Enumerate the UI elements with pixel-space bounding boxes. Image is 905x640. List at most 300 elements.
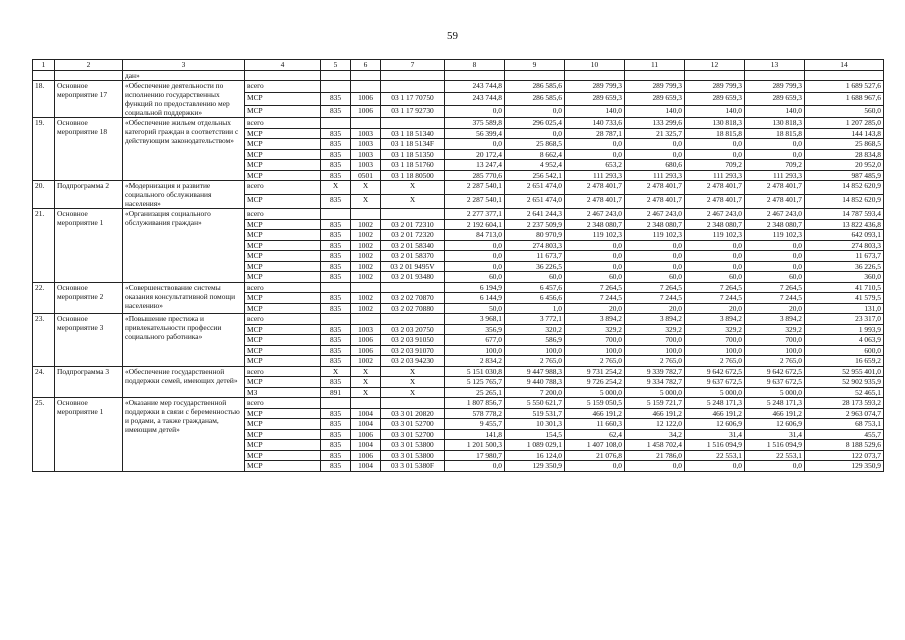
- table-cell: 243 744,8: [445, 93, 505, 105]
- table-cell: 2 277 377,1: [445, 209, 505, 220]
- table-cell: всего: [245, 366, 321, 377]
- table-cell: 835: [321, 128, 351, 139]
- header-cell: 3: [123, 60, 245, 71]
- table-cell: 1002: [351, 272, 381, 283]
- table-cell: 329,2: [625, 324, 685, 335]
- table-cell: 0,0: [625, 149, 685, 160]
- table-cell: 2 348 080,7: [565, 219, 625, 230]
- cell: [55, 70, 123, 81]
- cell: [805, 70, 884, 81]
- table-cell: 274 803,3: [805, 240, 884, 251]
- table-cell: 129 350,9: [805, 461, 884, 472]
- table-cell: 5 159 050,5: [565, 398, 625, 409]
- table-cell: 28 173 593,2: [805, 398, 884, 409]
- table-cell: 5 000,0: [625, 387, 685, 398]
- event-name: Основное мероприятие 18: [55, 118, 123, 181]
- table-cell: 466 191,2: [745, 408, 805, 419]
- table-cell: 835: [321, 345, 351, 356]
- table-cell: 289 799,3: [625, 81, 685, 93]
- table-cell: 289 659,3: [745, 93, 805, 105]
- table-cell: 03 3 01 53800: [381, 450, 445, 461]
- table-cell: 50,0: [445, 303, 505, 314]
- table-cell: X: [381, 387, 445, 398]
- table-cell: 1002: [351, 261, 381, 272]
- table-cell: 80 970,9: [505, 230, 565, 241]
- table-cell: 20,0: [625, 303, 685, 314]
- table-cell: 0,0: [445, 251, 505, 262]
- table-cell: 1 201 500,3: [445, 440, 505, 451]
- table-cell: МСР: [245, 139, 321, 150]
- row-number: 25.: [33, 398, 55, 472]
- table-cell: 14 852 620,9: [805, 195, 884, 209]
- table-cell: 835: [321, 160, 351, 171]
- table-cell: 03 2 01 9495V: [381, 261, 445, 272]
- table-cell: МСР: [245, 450, 321, 461]
- cell: [745, 70, 805, 81]
- table-cell: 7 244,5: [625, 293, 685, 304]
- row-number: 18.: [33, 81, 55, 118]
- table-cell: 14 787 593,4: [805, 209, 884, 220]
- table-cell: 835: [321, 195, 351, 209]
- table-cell: 1 689 527,6: [805, 81, 884, 93]
- table-cell: [321, 314, 351, 325]
- event-name: Основное мероприятие 17: [55, 81, 123, 118]
- table-cell: 141,8: [445, 429, 505, 440]
- table-cell: 03 1 17 92730: [381, 105, 445, 117]
- header-cell: 7: [381, 60, 445, 71]
- table-cell: 1 407 108,0: [565, 440, 625, 451]
- table-cell: 13 247,4: [445, 160, 505, 171]
- table-cell: всего: [245, 314, 321, 325]
- table-cell: 2 478 401,7: [685, 181, 745, 195]
- cell: [685, 70, 745, 81]
- table-cell: [351, 314, 381, 325]
- table-cell: 1,0: [505, 303, 565, 314]
- table-cell: 835: [321, 251, 351, 262]
- table-cell: всего: [245, 81, 321, 93]
- table-cell: [381, 314, 445, 325]
- cell: [505, 70, 565, 81]
- table-cell: 100,0: [505, 345, 565, 356]
- table-cell: 289 799,3: [685, 81, 745, 93]
- table-cell: 20 172,4: [445, 149, 505, 160]
- table-cell: 12 606,9: [745, 419, 805, 430]
- table-cell: 466 191,2: [685, 408, 745, 419]
- table-cell: 455,7: [805, 429, 884, 440]
- table-cell: X: [351, 387, 381, 398]
- table-cell: 835: [321, 219, 351, 230]
- table-cell: 60,0: [505, 272, 565, 283]
- table-cell: 140,0: [685, 105, 745, 117]
- table-cell: 9 334 782,7: [625, 377, 685, 388]
- table-cell: 03 3 01 52700: [381, 429, 445, 440]
- table-cell: 22 553,1: [685, 450, 745, 461]
- table-cell: 586,9: [505, 335, 565, 346]
- table-cell: 289 659,3: [625, 93, 685, 105]
- table-cell: 6 144,9: [445, 293, 505, 304]
- table-cell: 144 143,8: [805, 128, 884, 139]
- event-name: Основное мероприятие 2: [55, 282, 123, 314]
- table-cell: всего: [245, 398, 321, 409]
- table-cell: 243 744,8: [445, 81, 505, 93]
- table-cell: 1002: [351, 219, 381, 230]
- table-cell: 11 673,7: [505, 251, 565, 262]
- row-number: 22.: [33, 282, 55, 314]
- table-cell: 5 248 171,3: [745, 398, 805, 409]
- header-cell: 8: [445, 60, 505, 71]
- table-cell: 28 787,1: [565, 128, 625, 139]
- table-cell: 3 894,2: [625, 314, 685, 325]
- table-cell: 68 753,1: [805, 419, 884, 430]
- table-cell: 11 660,3: [565, 419, 625, 430]
- table-cell: 835: [321, 324, 351, 335]
- table-cell: 1003: [351, 139, 381, 150]
- table-cell: 835: [321, 419, 351, 430]
- table-cell: 0,0: [685, 461, 745, 472]
- table-cell: 1006: [351, 429, 381, 440]
- table-cell: МСР: [245, 251, 321, 262]
- table-cell: 700,0: [625, 335, 685, 346]
- table-cell: X: [351, 181, 381, 195]
- table-cell: 7 264,5: [625, 282, 685, 293]
- table-cell: 2 478 401,7: [745, 195, 805, 209]
- table-cell: 2 765,0: [565, 356, 625, 367]
- table-cell: 60,0: [685, 272, 745, 283]
- table-cell: 03 1 18 80500: [381, 170, 445, 181]
- table-cell: 375 589,8: [445, 118, 505, 129]
- table-cell: 7 264,5: [685, 282, 745, 293]
- table-cell: 1002: [351, 240, 381, 251]
- table-cell: 25 265,1: [445, 387, 505, 398]
- header-cell: 2: [55, 60, 123, 71]
- table-row: [33, 81, 884, 93]
- table-cell: МСР: [245, 408, 321, 419]
- table-cell: 2 467 243,0: [565, 209, 625, 220]
- table-cell: 03 2 01 58340: [381, 240, 445, 251]
- table-cell: 03 1 18 5134F: [381, 139, 445, 150]
- table-cell: 03 3 01 53800: [381, 440, 445, 451]
- table-cell: 700,0: [685, 335, 745, 346]
- table-cell: 21 076,8: [565, 450, 625, 461]
- table-cell: 560,0: [805, 105, 884, 117]
- table-cell: 7 264,5: [565, 282, 625, 293]
- table-cell: 286 585,6: [505, 93, 565, 105]
- table-cell: 3 894,2: [565, 314, 625, 325]
- table-cell: МСР: [245, 324, 321, 335]
- table-cell: 466 191,2: [565, 408, 625, 419]
- table-cell: 7 200,0: [505, 387, 565, 398]
- table-cell: 0,0: [505, 105, 565, 117]
- table-cell: 4 952,4: [505, 160, 565, 171]
- table-cell: 03 2 03 94230: [381, 356, 445, 367]
- table-cell: 31,4: [745, 429, 805, 440]
- table-cell: 2 192 604,1: [445, 219, 505, 230]
- table-cell: 0,0: [745, 240, 805, 251]
- row-number: 19.: [33, 118, 55, 181]
- table-cell: 1 807 856,7: [445, 398, 505, 409]
- table-cell: 5 000,0: [685, 387, 745, 398]
- table-cell: 36 226,5: [505, 261, 565, 272]
- table-row: [33, 398, 884, 409]
- table-cell: МСР: [245, 219, 321, 230]
- table-cell: 0,0: [445, 105, 505, 117]
- table-cell: МСР: [245, 105, 321, 117]
- cell: [445, 70, 505, 81]
- table-cell: 0,0: [445, 240, 505, 251]
- table-cell: МСР: [245, 419, 321, 430]
- table-cell: 52 902 935,9: [805, 377, 884, 388]
- table-cell: МСР: [245, 440, 321, 451]
- table-cell: 709,2: [745, 160, 805, 171]
- table-cell: 2 834,2: [445, 356, 505, 367]
- table-cell: 140 733,6: [565, 118, 625, 129]
- table-cell: 16 659,2: [805, 356, 884, 367]
- table-cell: 111 293,3: [625, 170, 685, 181]
- table-cell: 1006: [351, 105, 381, 117]
- table-cell: 03 1 18 51340: [381, 128, 445, 139]
- table-cell: 111 293,3: [565, 170, 625, 181]
- table-cell: [381, 282, 445, 293]
- table-cell: 286 585,6: [505, 81, 565, 93]
- table-cell: 31,4: [685, 429, 745, 440]
- table-cell: 2 467 243,0: [745, 209, 805, 220]
- table-cell: 62,4: [565, 429, 625, 440]
- table-cell: 1003: [351, 128, 381, 139]
- table-cell: 256 542,1: [505, 170, 565, 181]
- table-cell: 18 815,8: [685, 128, 745, 139]
- table-cell: 9 731 254,2: [565, 366, 625, 377]
- table-cell: 14 852 620,9: [805, 181, 884, 195]
- table-cell: [351, 398, 381, 409]
- table-cell: 20,0: [685, 303, 745, 314]
- table-cell: 1002: [351, 356, 381, 367]
- header-cell: 10: [565, 60, 625, 71]
- table-cell: 1 089 029,1: [505, 440, 565, 451]
- header-cell: 9: [505, 60, 565, 71]
- table-cell: 2 478 401,7: [685, 195, 745, 209]
- table-cell: 360,0: [805, 272, 884, 283]
- event-description: «Обеспечение государственной поддержки семей, имеющих детей»: [123, 366, 245, 398]
- table-cell: 1004: [351, 461, 381, 472]
- table-cell: 0,0: [745, 139, 805, 150]
- table-cell: 03 3 01 5380F: [381, 461, 445, 472]
- table-cell: МСР: [245, 149, 321, 160]
- table-cell: 140,0: [565, 105, 625, 117]
- table-cell: 6 457,6: [505, 282, 565, 293]
- table-cell: МСР: [245, 160, 321, 171]
- table-cell: 2 467 243,0: [625, 209, 685, 220]
- table-cell: 1003: [351, 149, 381, 160]
- cell: [321, 70, 351, 81]
- table-cell: 1002: [351, 303, 381, 314]
- event-name: Основное мероприятие 1: [55, 398, 123, 472]
- table-cell: всего: [245, 209, 321, 220]
- table-cell: 835: [321, 105, 351, 117]
- table-cell: 119 102,3: [685, 230, 745, 241]
- table-cell: 0,0: [625, 240, 685, 251]
- row-number: 21.: [33, 209, 55, 283]
- table-cell: 25 868,5: [505, 139, 565, 150]
- table-cell: 119 102,3: [625, 230, 685, 241]
- table-cell: 835: [321, 170, 351, 181]
- event-name: Подпрограмма 3: [55, 366, 123, 398]
- table-cell: 5 125 765,7: [445, 377, 505, 388]
- table-cell: всего: [245, 181, 321, 195]
- event-name: Основное мероприятие 3: [55, 314, 123, 367]
- event-description: «Модернизация и развитие социального обслуживания населения»: [123, 181, 245, 209]
- table-cell: 9 440 788,3: [505, 377, 565, 388]
- table-cell: 835: [321, 335, 351, 346]
- table-cell: 9 637 672,5: [745, 377, 805, 388]
- table-cell: 2 651 474,0: [505, 181, 565, 195]
- table-cell: 835: [321, 356, 351, 367]
- table-cell: 2 467 243,0: [685, 209, 745, 220]
- table-cell: 835: [321, 377, 351, 388]
- table-cell: МСР: [245, 345, 321, 356]
- table-cell: 130 818,3: [685, 118, 745, 129]
- table-cell: 12 606,9: [685, 419, 745, 430]
- table-cell: 4 063,9: [805, 335, 884, 346]
- header-cell: 11: [625, 60, 685, 71]
- table-cell: [321, 209, 351, 220]
- table-cell: 329,2: [685, 324, 745, 335]
- table-cell: 891: [321, 387, 351, 398]
- header-row: [33, 60, 884, 71]
- table-cell: X: [381, 195, 445, 209]
- table-cell: 154,5: [505, 429, 565, 440]
- table-cell: 0,0: [685, 240, 745, 251]
- event-name: Основное мероприятие 1: [55, 209, 123, 283]
- table-cell: 0,0: [565, 261, 625, 272]
- table-cell: 25 868,5: [805, 139, 884, 150]
- table-cell: 2 765,0: [745, 356, 805, 367]
- header-cell: 1: [33, 60, 55, 71]
- table-cell: 9 447 988,3: [505, 366, 565, 377]
- table-cell: 2 765,0: [625, 356, 685, 367]
- table-cell: 16 124,0: [505, 450, 565, 461]
- cell: [381, 70, 445, 81]
- header-cell: 12: [685, 60, 745, 71]
- table-cell: 0,0: [685, 261, 745, 272]
- table-cell: [381, 398, 445, 409]
- table-cell: 41 579,5: [805, 293, 884, 304]
- table-cell: 1006: [351, 450, 381, 461]
- table-cell: МСР: [245, 429, 321, 440]
- table-cell: 60,0: [745, 272, 805, 283]
- table-cell: МСР: [245, 128, 321, 139]
- table-cell: 5 000,0: [565, 387, 625, 398]
- table-cell: X: [381, 366, 445, 377]
- table-cell: 130 818,3: [745, 118, 805, 129]
- table-row: [33, 118, 884, 129]
- table-cell: 0,0: [745, 149, 805, 160]
- event-description: «Обеспечение жильем отдельных категорий граждан в соответствии с действующим законодательством»: [123, 118, 245, 181]
- table-cell: 329,2: [745, 324, 805, 335]
- table-cell: 7 244,5: [745, 293, 805, 304]
- table-cell: 28 834,8: [805, 149, 884, 160]
- table-cell: 84 713,0: [445, 230, 505, 241]
- table-cell: 56 399,4: [445, 128, 505, 139]
- table-cell: 0,0: [625, 261, 685, 272]
- table-cell: 0,0: [625, 461, 685, 472]
- table-cell: 122 073,7: [805, 450, 884, 461]
- table-cell: 1002: [351, 293, 381, 304]
- table-cell: 289 799,3: [745, 81, 805, 93]
- table-cell: МСР: [245, 293, 321, 304]
- table-cell: 0,0: [565, 251, 625, 262]
- table-cell: 0,0: [565, 149, 625, 160]
- table-cell: 2 478 401,7: [625, 181, 685, 195]
- table-cell: 1 516 094,9: [685, 440, 745, 451]
- table-cell: 3 894,2: [745, 314, 805, 325]
- cell: [565, 70, 625, 81]
- table-cell: 03 1 18 51350: [381, 149, 445, 160]
- table-cell: 9 455,7: [445, 419, 505, 430]
- table-cell: МСР: [245, 272, 321, 283]
- table-cell: 1003: [351, 324, 381, 335]
- event-description: «Оказание мер государственной поддержки в связи с беременностью и родами, а также гражданам, имеющим детей»: [123, 398, 245, 472]
- table-cell: 1003: [351, 160, 381, 171]
- table-cell: 5 248 171,3: [685, 398, 745, 409]
- table-cell: 289 659,3: [565, 93, 625, 105]
- table-cell: МСР: [245, 356, 321, 367]
- table-cell: 60,0: [445, 272, 505, 283]
- table-cell: 1004: [351, 440, 381, 451]
- table-cell: 0,0: [685, 149, 745, 160]
- table-cell: 0,0: [565, 139, 625, 150]
- table-cell: 0,0: [625, 139, 685, 150]
- table-cell: МСР: [245, 377, 321, 388]
- table-cell: 03 2 01 58370: [381, 251, 445, 262]
- table-cell: 2 348 080,7: [625, 219, 685, 230]
- table-cell: МСР: [245, 170, 321, 181]
- cell: [245, 70, 321, 81]
- table-cell: 9 637 672,5: [685, 377, 745, 388]
- table-cell: 5 159 721,7: [625, 398, 685, 409]
- table-cell: МСР: [245, 261, 321, 272]
- table-cell: 0,0: [445, 461, 505, 472]
- table-cell: 111 293,3: [685, 170, 745, 181]
- table-cell: 835: [321, 303, 351, 314]
- table-cell: [321, 81, 351, 93]
- table-cell: 600,0: [805, 345, 884, 356]
- table-cell: 835: [321, 93, 351, 105]
- table-cell: 03 2 01 93480: [381, 272, 445, 283]
- table-cell: X: [381, 181, 445, 195]
- table-cell: МЗ: [245, 387, 321, 398]
- table-cell: 578 778,2: [445, 408, 505, 419]
- table-cell: 2 651 474,0: [505, 195, 565, 209]
- table-cell: 2 478 401,7: [565, 195, 625, 209]
- table-cell: 0,0: [445, 261, 505, 272]
- table-cell: МСР: [245, 335, 321, 346]
- table-cell: X: [321, 366, 351, 377]
- table-cell: X: [351, 366, 381, 377]
- table-cell: 100,0: [745, 345, 805, 356]
- table-cell: 1006: [351, 93, 381, 105]
- table-cell: 296 025,4: [505, 118, 565, 129]
- table-cell: 2 478 401,7: [745, 181, 805, 195]
- table-cell: 289 799,3: [565, 81, 625, 93]
- table-cell: 03 2 01 72320: [381, 230, 445, 241]
- table-cell: [351, 81, 381, 93]
- table-cell: 680,6: [625, 160, 685, 171]
- table-cell: 13 822 436,8: [805, 219, 884, 230]
- table-cell: 119 102,3: [745, 230, 805, 241]
- table-cell: МСР: [245, 303, 321, 314]
- continuation-text: дан»: [123, 70, 245, 81]
- table-cell: 140,0: [625, 105, 685, 117]
